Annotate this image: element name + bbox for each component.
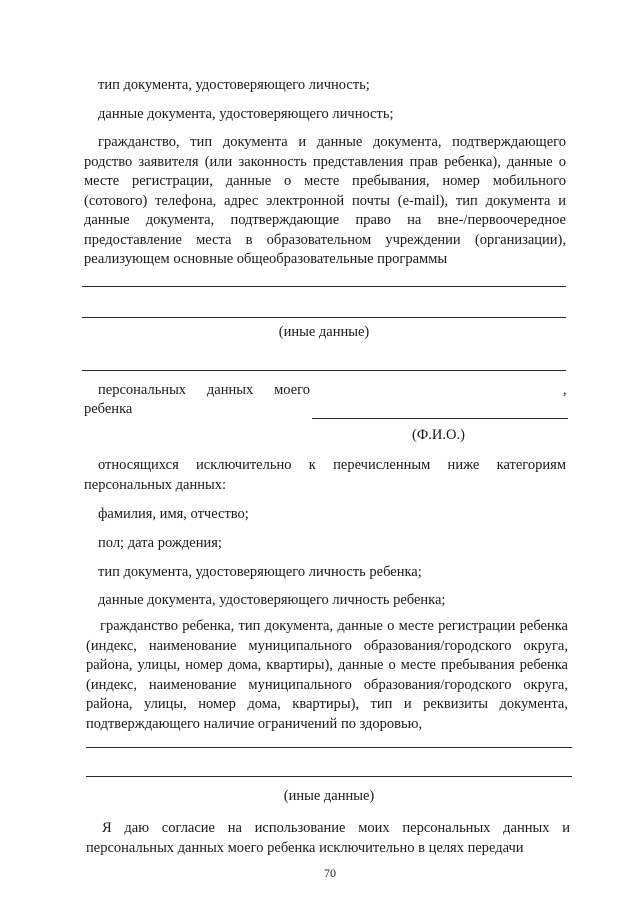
child-fio-blank (312, 418, 568, 419)
citizenship-paragraph: гражданство, тип документа и данные документа, подтверждающего родство заявителя (или законность представления прав ребенка), данные о месте регистрации, данные о месте пребывания, номер мобильного (сотового) телефона, адрес электронной почты (e-mail), тип документа и данные документа, подтверждающие право на вне-/первоочередное предоставление места в образовательном учреждении (организации), реализующем основные общеобразовательные программы (84, 134, 566, 267)
doc-type-line: тип документа, удостоверяющего личность; (98, 77, 370, 93)
blank-line-3 (82, 370, 566, 371)
other-data-caption-1: (иные данные) (278, 324, 370, 340)
full-name-item: фамилия, имя, отчество; (98, 506, 249, 522)
page-number: 70 (324, 866, 336, 880)
child-personal-data-line: персональных данных моего (98, 382, 310, 398)
categories-paragraph: относящихся исключительно к перечисленным ниже категориям персональных данных: (84, 457, 566, 493)
child-word-line: ребенка (84, 401, 133, 417)
child-comma: , (563, 382, 567, 398)
sex-birthdate-item: пол; дата рождения; (98, 535, 222, 551)
child-doc-type-item: тип документа, удостоверяющего личность ребенка; (98, 564, 422, 580)
blank-line-4 (86, 747, 572, 748)
child-doc-data-item: данные документа, удостоверяющего личность ребенка; (98, 592, 446, 608)
blank-line-1 (82, 286, 566, 287)
other-data-caption-2: (иные данные) (283, 788, 375, 804)
consent-paragraph: Я даю согласие на использование моих персональных данных и персональных данных моего ребенка исключительно в целях передачи (86, 820, 570, 856)
doc-data-line: данные документа, удостоверяющего личность; (98, 106, 394, 122)
blank-line-2 (82, 317, 566, 318)
blank-line-5 (86, 776, 572, 777)
fio-caption: (Ф.И.О.) (412, 427, 465, 443)
child-citizenship-paragraph: гражданство ребенка, тип документа, данные о месте регистрации ребенка (индекс, наименование муниципального образования/городского округа, района, улицы, номер дома, квартиры), данные о месте пребывания ребенка (индекс, наименование муниципального образования/городского округа, района, улицы, номер дома, квартиры), тип и реквизиты документа, подтверждающего наличие ограничений по здоровью, (86, 618, 568, 732)
